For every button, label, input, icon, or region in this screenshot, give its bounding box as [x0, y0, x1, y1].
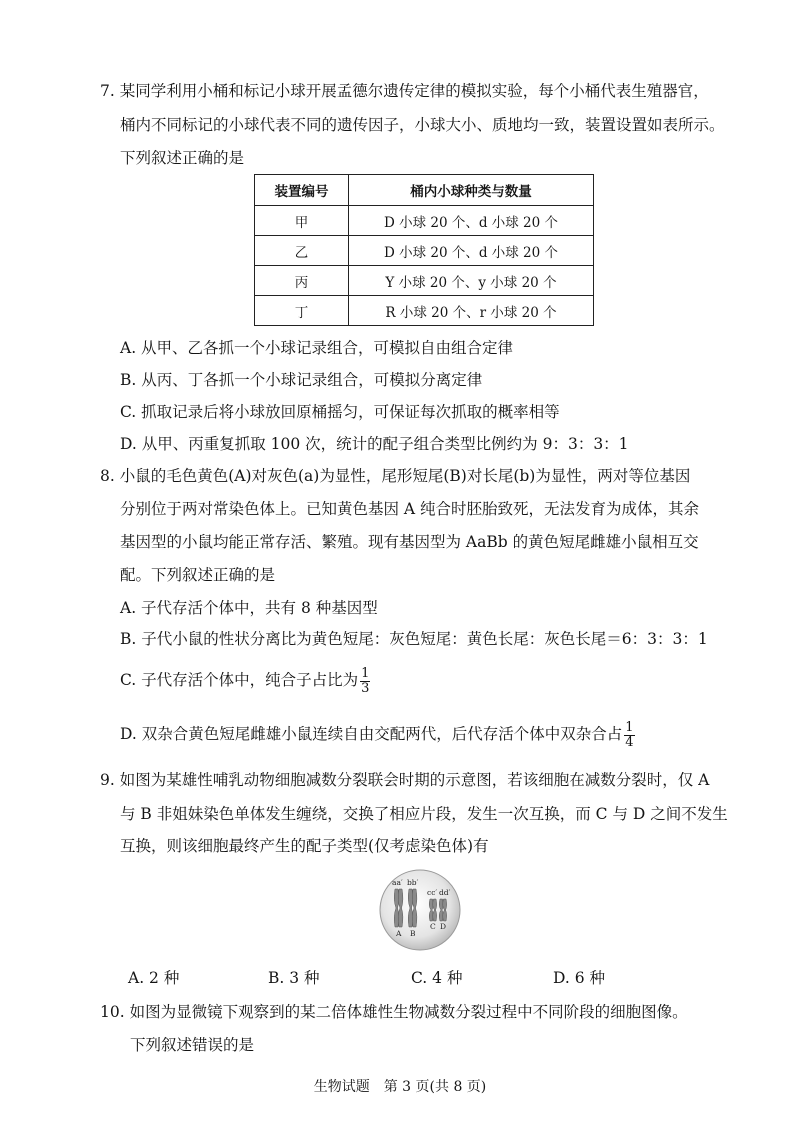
fraction [360, 667, 370, 696]
label-cc-prime: cc′ [427, 888, 438, 897]
q8-stem-line2: 分别位于两对常染色体上。已知黄色基因 A 纯合时胚胎致死，无法发育为成体，其余 [120, 500, 700, 518]
q8-stem-line3: 基因型的小鼠均能正常存活、繁殖。现有基因型为 AaBb 的黄色短尾雌雄小鼠相互交 [120, 533, 699, 551]
q8-option-c[interactable] [120, 662, 370, 698]
fraction-denominator: 3 [361, 680, 370, 696]
table-cell: R 小球 20 个、r 小球 20 个 [349, 296, 594, 326]
q9-stem-line2: 与 B 非姐妹染色单体发生缠绕，交换了相应片段，发生一次互换，而 C 与 D 之间不发生 [120, 805, 728, 823]
q9-stem-line3: 互换，则该细胞最终产生的配子类型(仅考虑染色体)有 [120, 837, 489, 855]
fraction-numerator: 1 [625, 719, 634, 735]
page-footer: 生物试题 第 3 页(共 8 页) [313, 1079, 487, 1095]
q7-option-a[interactable]: A. 从甲、乙各抓一个小球记录组合，可模拟自由组合定律 [120, 339, 514, 357]
q7-stem-line3: 下列叙述正确的是 [120, 149, 245, 167]
q8-stem-line4: 配。下列叙述正确的是 [120, 566, 276, 584]
synapsis-cell-figure [378, 868, 462, 952]
q7-option-b[interactable]: B. 从丙、丁各抓一个小球记录组合，可模拟分离定律 [120, 371, 483, 389]
table-row [255, 266, 594, 296]
q7-stem-line1: 7. 某同学利用小桶和标记小球开展孟德尔遗传定律的模拟实验，每个小桶代表生殖器官， [100, 82, 709, 100]
q9-option-a[interactable]: A. 2 种 [128, 969, 180, 987]
q9-option-c[interactable]: C. 4 种 [411, 969, 463, 987]
q9-option-d[interactable]: D. 6 种 [553, 969, 606, 987]
q10-stem-line2: 下列叙述错误的是 [130, 1036, 255, 1054]
q9-option-b[interactable]: B. 3 种 [268, 969, 320, 987]
table-header-row [255, 175, 594, 206]
q8-option-a[interactable]: A. 子代存活个体中，共有 8 种基因型 [120, 599, 378, 617]
label-d: D [440, 922, 447, 931]
table-cell: Y 小球 20 个、y 小球 20 个 [349, 266, 594, 296]
label-bb-prime: bb′ [407, 878, 419, 887]
fraction [624, 721, 634, 750]
table-cell: 乙 [255, 236, 349, 266]
cell-diagram [378, 868, 462, 952]
table-header-cell: 桶内小球种类与数量 [349, 175, 594, 206]
table-row [255, 236, 594, 266]
label-a: A [396, 929, 402, 938]
table-row [255, 206, 594, 236]
table-cell: 丁 [255, 296, 349, 326]
label-c: C [430, 922, 436, 931]
table-cell: 丙 [255, 266, 349, 296]
q8-option-c-text: C. 子代存活个体中，纯合子占比为 [120, 671, 359, 689]
label-b: B [410, 929, 416, 938]
q8-stem-line1: 8. 小鼠的毛色黄色(A)对灰色(a)为显性，尾形短尾(B)对长尾(b)为显性，两对等位基因 [100, 467, 691, 485]
q7-stem-line2: 桶内不同标记的小球代表不同的遗传因子，小球大小、质地均一致，装置设置如表所示。 [120, 116, 725, 134]
table-row [255, 296, 594, 326]
q8-option-d[interactable] [120, 716, 635, 752]
q7-option-d[interactable]: D. 从甲、丙重复抓取 100 次，统计的配子组合类型比例约为 9：3：3：1 [120, 435, 629, 453]
q8-option-d-text: D. 双杂合黄色短尾雌雄小鼠连续自由交配两代，后代存活个体中双杂合占 [120, 725, 623, 743]
table-header-cell: 装置编号 [255, 175, 349, 206]
fraction-numerator: 1 [361, 665, 370, 681]
table-cell: D 小球 20 个、d 小球 20 个 [349, 206, 594, 236]
table-cell: D 小球 20 个、d 小球 20 个 [349, 236, 594, 266]
q8-option-b[interactable]: B. 子代小鼠的性状分离比为黄色短尾：灰色短尾：黄色长尾：灰色长尾＝6：3：3：1 [120, 630, 708, 648]
q10-stem-line1: 10. 如图为显微镜下观察到的某二倍体雄性生物减数分裂过程中不同阶段的细胞图像。 [100, 1003, 688, 1021]
label-aa-prime: aa′ [392, 878, 403, 887]
table-cell: 甲 [255, 206, 349, 236]
fraction-denominator: 4 [625, 734, 634, 750]
q7-apparatus-table [254, 174, 594, 326]
q9-stem-line1: 9. 如图为某雄性哺乳动物细胞减数分裂联会时期的示意图，若该细胞在减数分裂时，仅 A [100, 771, 710, 789]
label-dd-prime: dd′ [439, 888, 451, 897]
q7-option-c[interactable]: C. 抓取记录后将小球放回原桶摇匀，可保证每次抓取的概率相等 [120, 403, 560, 421]
